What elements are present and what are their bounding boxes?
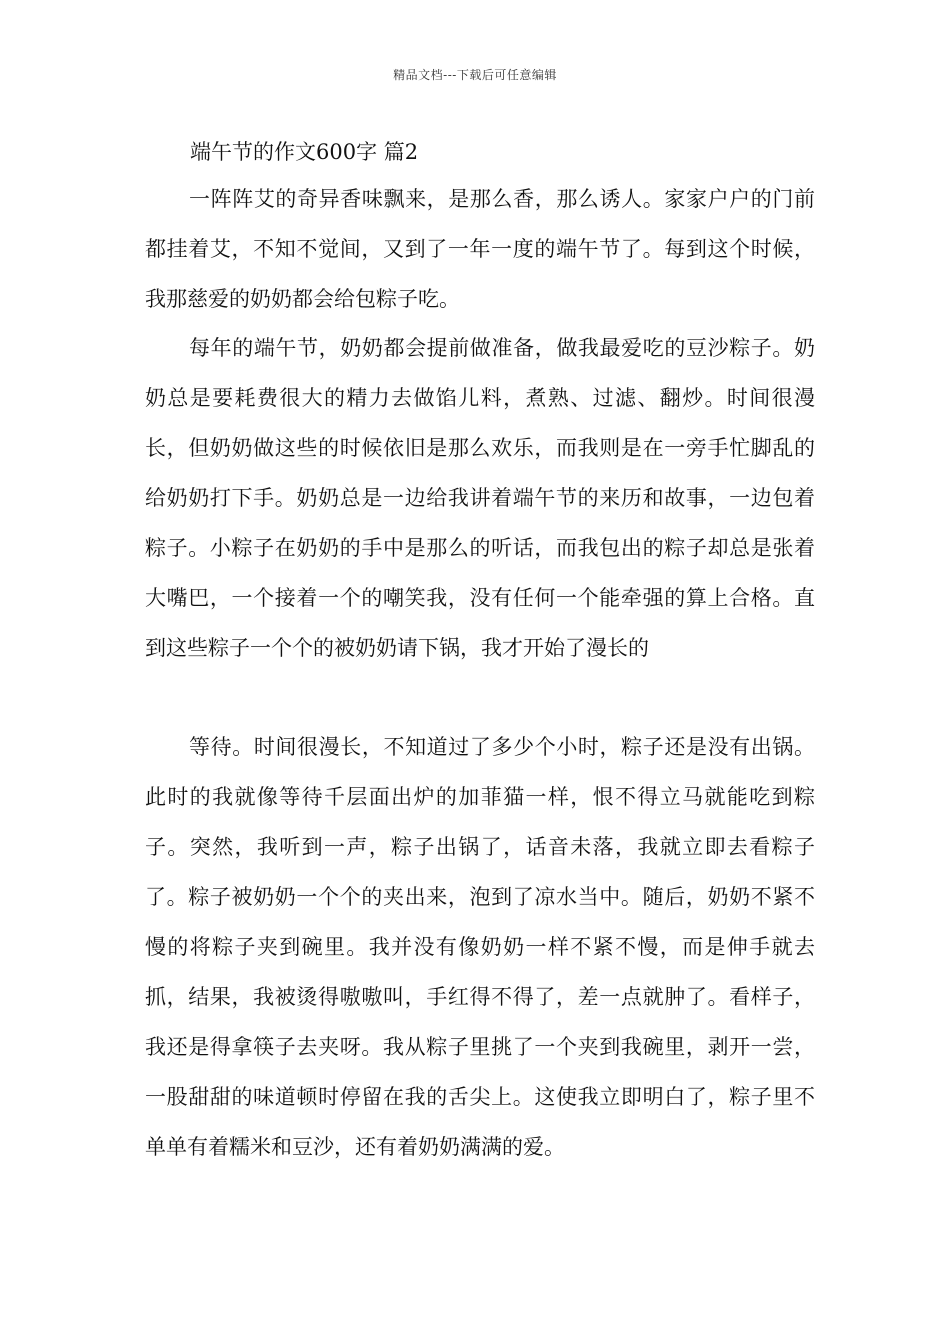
paragraph-3: 等待。时间很漫长，不知道过了多少个小时，粽子还是没有出锅。此时的我就像等待千层面出炉的加菲猫一样，恨不得立马就能吃到粽子。突然，我听到一声，粽子出锅了，话音未落，我就立即去看粽子了。粽子被奶奶一个个的夹出来，泡到了凉水当中。随后，奶奶不紧不慢的将粽子夹到碗里。我并没有像奶奶一样不紧不慢，而是伸手就去抓，结果，我被烫得嗷嗷叫，手红得不得了，差一点就肿了。看样子，我还是得拿筷子去夹呀。我从粽子里挑了一个夹到我碗里，剥开一尝，一股甜甜的味道顿时停留在我的舌尖上。这使我立即明白了，粽子里不单单有着糯米和豆沙，还有着奶奶满满的爱。 [145, 735, 815, 1159]
paragraph-2: 每年的端午节，奶奶都会提前做准备，做我最爱吃的豆沙粽子。奶奶总是要耗费很大的精力去做馅儿料，煮熟、过滤、翻炒。时间很漫长，但奶奶做这些的时候依旧是那么欢乐，而我则是在一旁手忙脚乱的给奶奶打下手。奶奶总是一边给我讲着端午节的来历和故事，一边包着粽子。小粽子在奶奶的手中是那么的听话，而我包出的粽子却总是张着大嘴巴，一个接着一个的嘲笑我，没有任何一个能牵强的算上合格。直到这些粽子一个个的被奶奶请下锅，我才开始了漫长的 [145, 336, 815, 660]
header-note: 精品文档---下载后可任意编辑 [393, 68, 557, 82]
paragraph-1: 一阵阵艾的奇异香味飘来，是那么香，那么诱人。家家户户的门前都挂着艾，不知不觉间，又到了一年一度的端午节了。每到这个时候，我那慈爱的奶奶都会给包粽子吃。 [145, 187, 815, 311]
page-title: 端午节的作文600字 篇2 [190, 140, 419, 164]
